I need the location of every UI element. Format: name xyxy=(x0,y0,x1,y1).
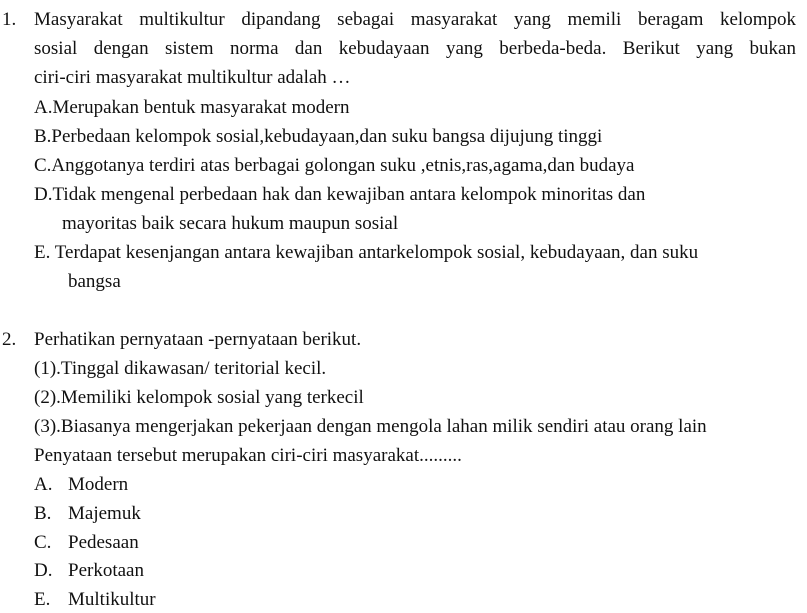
question-1-stem-line-2: sosial dengan sistem norma dan kebudayaan yang berbeda-beda. Berikut yang bukan xyxy=(34,38,796,59)
question-1-option-a: A.Merupakan bentuk masyarakat modern xyxy=(34,97,350,118)
question-1-option-e-line-2: bangsa xyxy=(68,271,121,292)
question-2-statement-2: (2).Memiliki kelompok sosial yang terkecil xyxy=(34,387,364,408)
question-2-option-a-text: Modern xyxy=(68,474,129,495)
question-1-stem-line-1: Masyarakat multikultur dipandang sebagai masyarakat yang memili beragam kelompok xyxy=(34,9,796,30)
question-1-option-b: B.Perbedaan kelompok sosial,kebudayaan,dan suku bangsa dijujung tinggi xyxy=(34,126,603,147)
question-2-intro: Perhatikan pernyataan -pernyataan berikut. xyxy=(34,329,362,350)
question-1-option-d-line-2: mayoritas baik secara hukum maupun sosial xyxy=(62,213,399,234)
question-1-stem-line-3: ciri-ciri masyarakat multikultur adalah … xyxy=(34,67,351,88)
question-1-option-e-line-1: E. Terdapat kesenjangan antara kewajiban antarkelompok sosial, kebudayaan, dan suku xyxy=(34,242,699,263)
question-2-option-d-letter: D. xyxy=(34,560,53,581)
question-2-option-e-text: Multikultur xyxy=(68,589,156,610)
question-1-number: 1. xyxy=(2,9,17,30)
question-2-statement-3: (3).Biasanya mengerjakan pekerjaan dengan mengola lahan milik sendiri atau orang lain xyxy=(34,416,707,437)
question-2-option-b-text: Majemuk xyxy=(68,503,141,524)
question-2-option-c-text: Pedesaan xyxy=(68,532,139,553)
question-2-question: Penyataan tersebut merupakan ciri-ciri masyarakat......... xyxy=(34,445,462,466)
question-2-option-d-text: Perkotaan xyxy=(68,560,144,581)
question-2-number: 2. xyxy=(2,329,17,350)
question-1-option-d-line-1: D.Tidak mengenal perbedaan hak dan kewajiban antara kelompok minoritas dan xyxy=(34,184,646,205)
question-2-statement-1: (1).Tinggal dikawasan/ teritorial kecil. xyxy=(34,358,327,379)
question-2-option-c-letter: C. xyxy=(34,532,52,553)
question-2-option-a-letter: A. xyxy=(34,474,53,495)
question-1-option-c: C.Anggotanya terdiri atas berbagai golongan suku ,etnis,ras,agama,dan budaya xyxy=(34,155,635,176)
question-2-option-b-letter: B. xyxy=(34,503,52,524)
question-2-option-e-letter: E. xyxy=(34,589,51,610)
